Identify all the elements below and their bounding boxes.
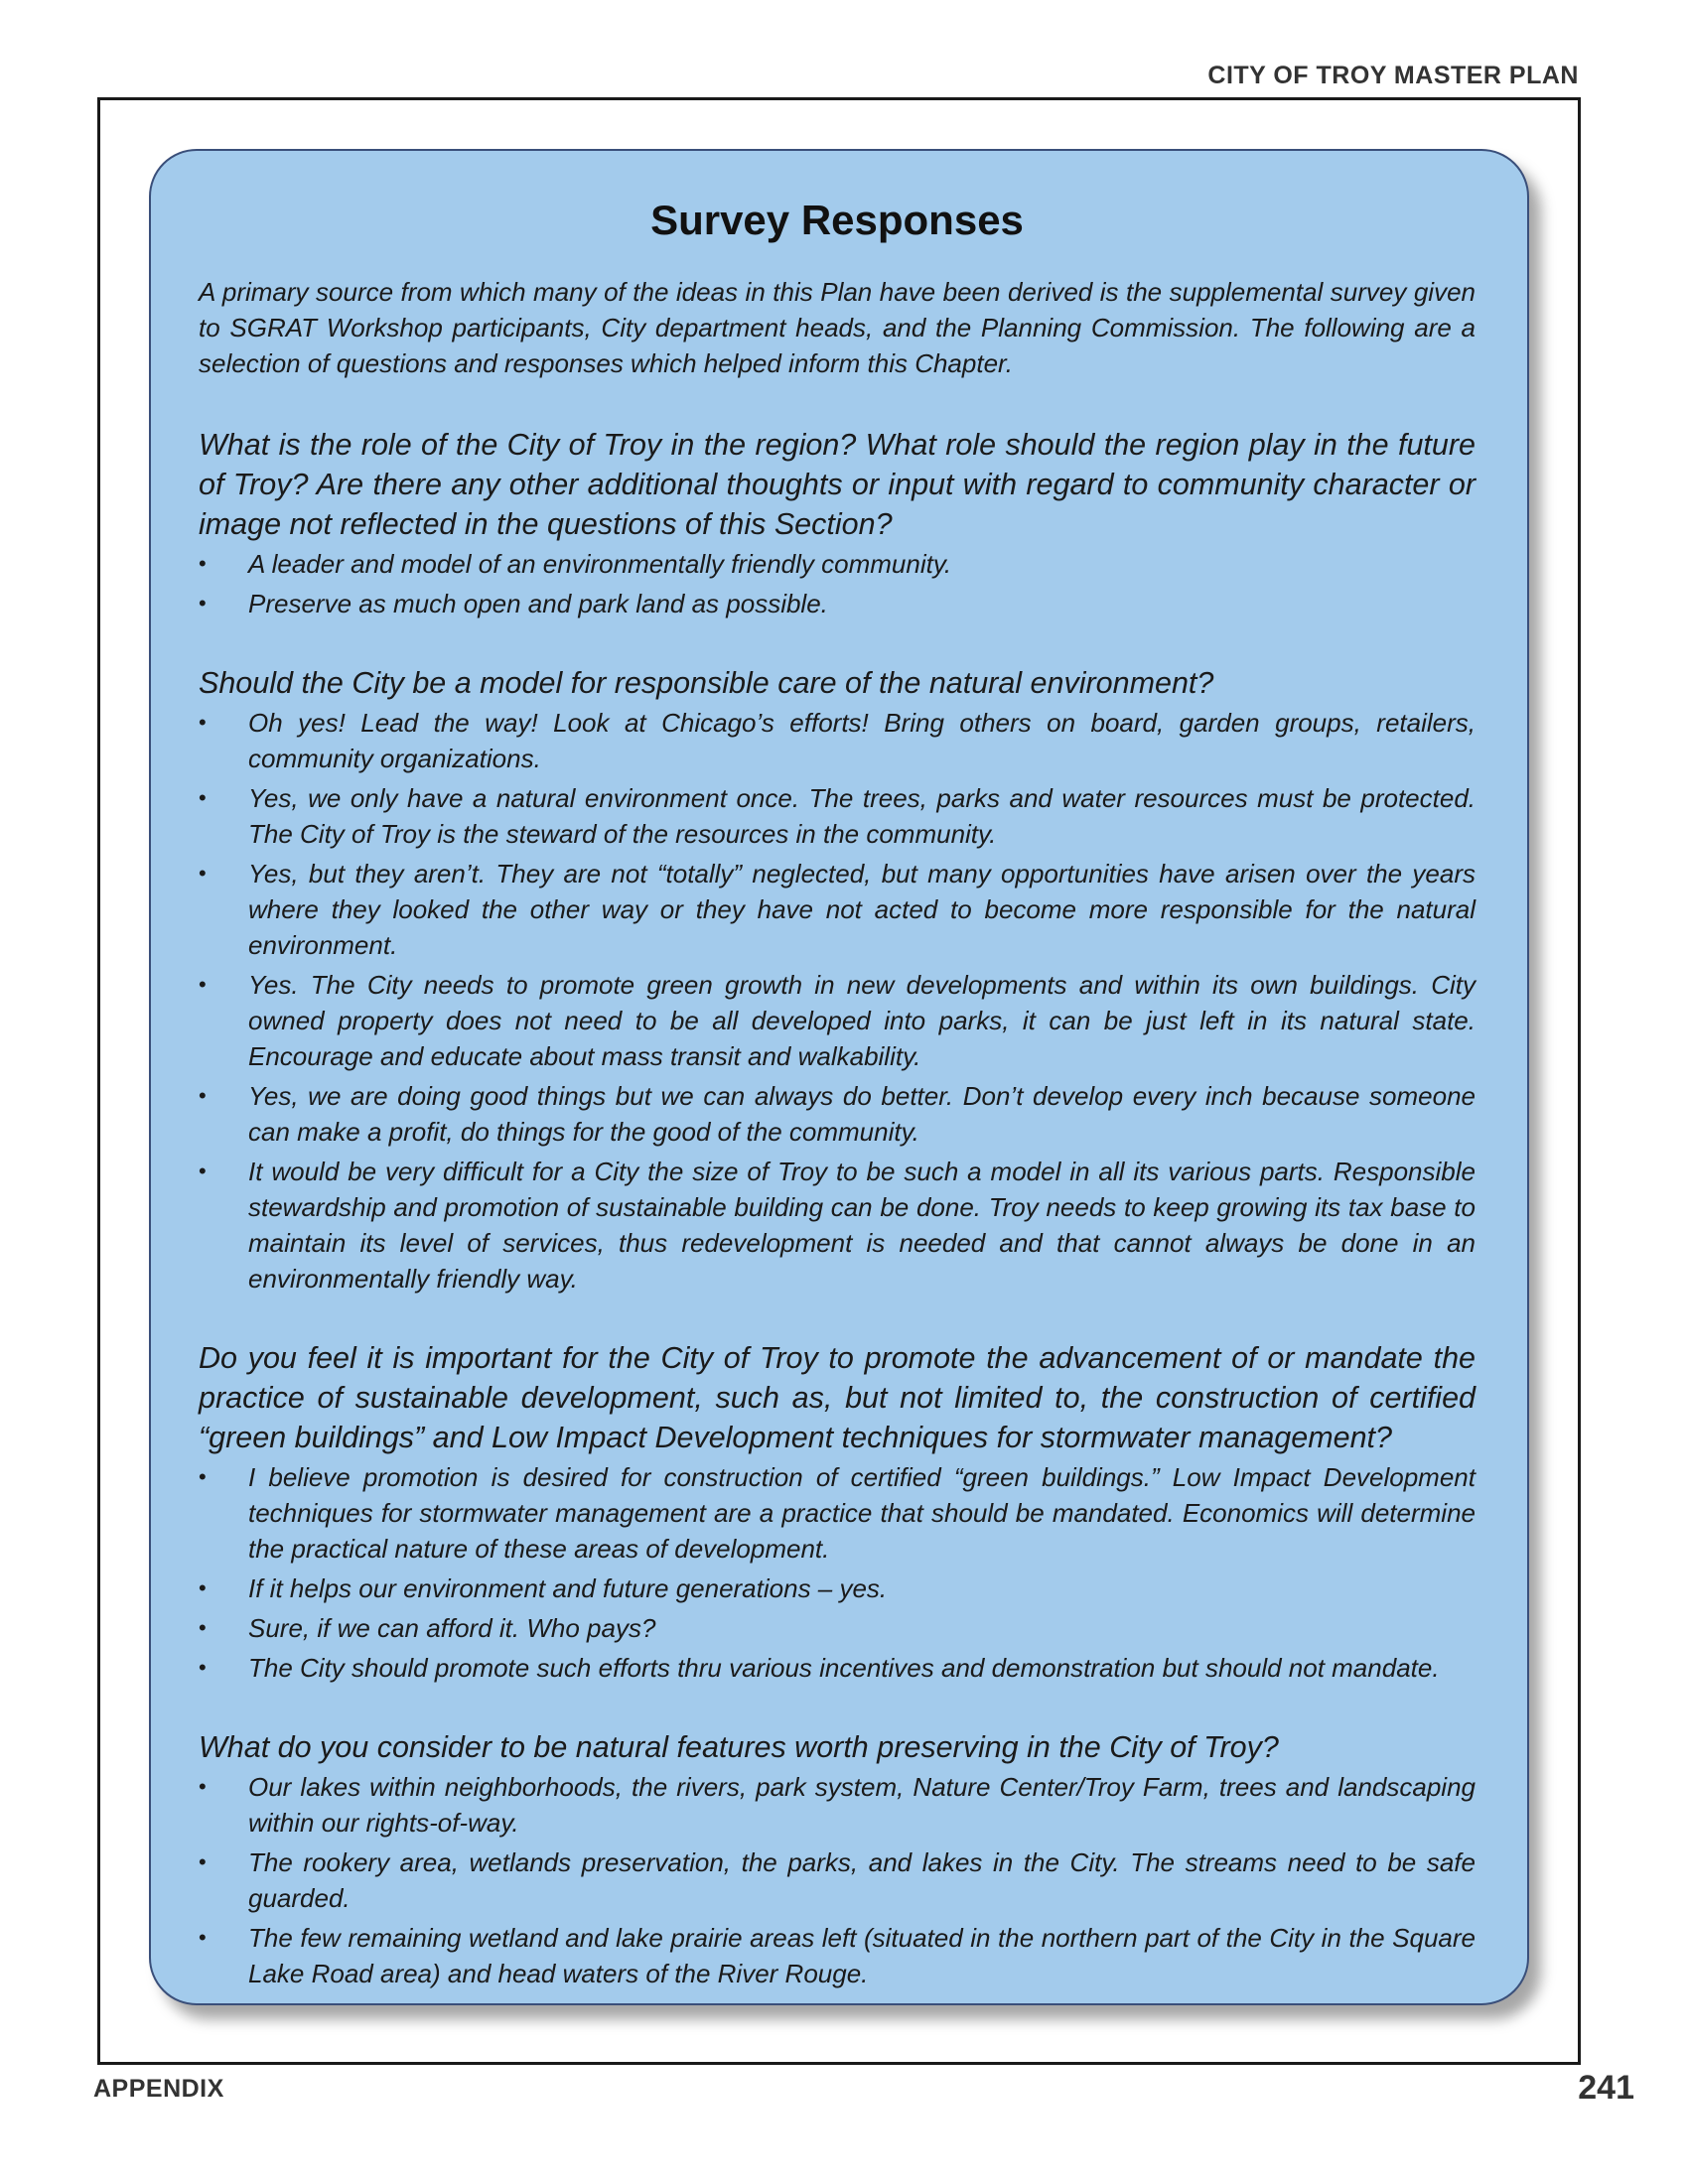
- bullet-icon: •: [199, 972, 207, 997]
- answer-item: [199, 1920, 1476, 1991]
- answer-item: [199, 1078, 1476, 1150]
- panel-title: Survey Responses: [650, 197, 1024, 243]
- bullet-icon: •: [199, 591, 207, 615]
- page-number: 241: [1578, 2069, 1634, 2107]
- survey-section: [199, 1727, 1476, 1991]
- bullet-icon: •: [199, 1159, 207, 1183]
- bullet-icon: •: [199, 710, 207, 735]
- answer-list: [199, 1459, 1476, 1686]
- answer-list: [199, 1769, 1476, 1991]
- answer-list: [199, 546, 1476, 621]
- survey-question: Do you feel it is important for the City of Troy to promote the advancement of or mandate the practice of sustainable development, such as, but not limited to, the construction of certified “green buildings” and Low Impact Development techniques for stormwater management?: [199, 1341, 1476, 1454]
- answer-text: Preserve as much open and park land as possible.: [248, 589, 828, 618]
- answer-item: [199, 1769, 1476, 1841]
- bullet-icon: •: [199, 1655, 207, 1680]
- answer-text: Yes, we only have a natural environment once. The trees, parks and water resources must be protected. The City of Troy is the steward of the resources in the community.: [248, 783, 1476, 849]
- survey-question: What is the role of the City of Troy in the region? What role should the region play in the future of Troy? Are there any other additional thoughts or input with regard to community character or image not reflected in the questions of this Section?: [199, 428, 1476, 541]
- bullet-icon: •: [199, 1083, 207, 1108]
- survey-question: Should the City be a model for responsible care of the natural environment?: [199, 666, 1214, 700]
- survey-question: What do you consider to be natural features worth preserving in the City of Troy?: [199, 1730, 1279, 1764]
- answer-text: If it helps our environment and future generations – yes.: [248, 1573, 888, 1603]
- answer-text: The few remaining wetland and lake prairie areas left (situated in the northern part of the City in the Square Lake Road area) and head waters of the River Rouge.: [248, 1923, 1476, 1988]
- answer-text: Sure, if we can afford it. Who pays?: [248, 1613, 656, 1643]
- answer-item: [199, 1610, 1476, 1646]
- bullet-icon: •: [199, 551, 207, 576]
- answer-text: Oh yes! Lead the way! Look at Chicago’s efforts! Bring others on board, garden groups, retailers, community organizations.: [248, 708, 1476, 773]
- answer-item: [199, 1459, 1476, 1567]
- answer-item: [199, 856, 1476, 963]
- bullet-icon: •: [199, 1464, 207, 1489]
- bullet-icon: •: [199, 1615, 207, 1640]
- answer-item: [199, 546, 1476, 582]
- answer-text: It would be very difficult for a City the size of Troy to be such a model in all its various parts. Responsible stewardship and promotion of sustainable building can be done. Troy needs to keep growing its tax base to maintain its level of services, thus redevelopment is needed and that cannot always be done in an environmentally friendly way.: [248, 1157, 1476, 1294]
- bullet-icon: •: [199, 1575, 207, 1600]
- answer-text: Our lakes within neighborhoods, the rivers, park system, Nature Center/Troy Farm, trees and landscaping within our rights-of-way.: [248, 1772, 1476, 1838]
- answer-text: Yes. The City needs to promote green growth in new developments and within its own buildings. City owned property does not need to be all developed into parks, it can be just left in its natural state. Encourage and educate about mass transit and walkability.: [248, 970, 1476, 1071]
- bullet-icon: •: [199, 1849, 207, 1874]
- survey-section: [199, 425, 1476, 621]
- answer-item: [199, 586, 1476, 621]
- answer-text: Yes, we are doing good things but we can always do better. Don’t develop every inch because someone can make a profit, do things for the good of the community.: [248, 1081, 1476, 1147]
- answer-item: [199, 1154, 1476, 1297]
- bullet-icon: •: [199, 1774, 207, 1799]
- answer-text: Yes, but they aren’t. They are not “totally” neglected, but many opportunities have arisen over the years where they looked the other way or they have not acted to become more responsible for the natural environment.: [248, 859, 1476, 960]
- answer-list: [199, 705, 1476, 1297]
- answer-text: The rookery area, wetlands preservation, the parks, and lakes in the City. The streams need to be safe guarded.: [248, 1847, 1476, 1913]
- answer-text: A leader and model of an environmentally friendly community.: [248, 549, 952, 579]
- survey-section: [199, 1338, 1476, 1686]
- answer-item: [199, 967, 1476, 1074]
- answer-item: [199, 1844, 1476, 1916]
- answer-item: [199, 780, 1476, 852]
- bullet-icon: •: [199, 861, 207, 886]
- answer-text: I believe promotion is desired for construction of certified “green buildings.” Low Impact Development techniques for stormwater management are a practice that should be mandated. Economics will determine the practical nature of these areas of development.: [248, 1462, 1476, 1564]
- survey-sections: [199, 425, 1476, 1991]
- answer-text: The City should promote such efforts thru various incentives and demonstration but should not mandate.: [248, 1653, 1440, 1683]
- survey-section: [199, 663, 1476, 1297]
- survey-panel: [149, 149, 1529, 2005]
- running-header: CITY OF TROY MASTER PLAN: [1207, 62, 1579, 89]
- footer-section-label: APPENDIX: [93, 2075, 224, 2103]
- intro-paragraph: A primary source from which many of the ideas in this Plan have been derived is the supplemental survey given to SGRAT Workshop participants, City department heads, and the Planning Commission. The following are a selection of questions and responses which helped inform this Chapter.: [199, 277, 1476, 378]
- bullet-icon: •: [199, 1925, 207, 1950]
- answer-item: [199, 1650, 1476, 1686]
- bullet-icon: •: [199, 785, 207, 810]
- answer-item: [199, 705, 1476, 776]
- answer-item: [199, 1570, 1476, 1606]
